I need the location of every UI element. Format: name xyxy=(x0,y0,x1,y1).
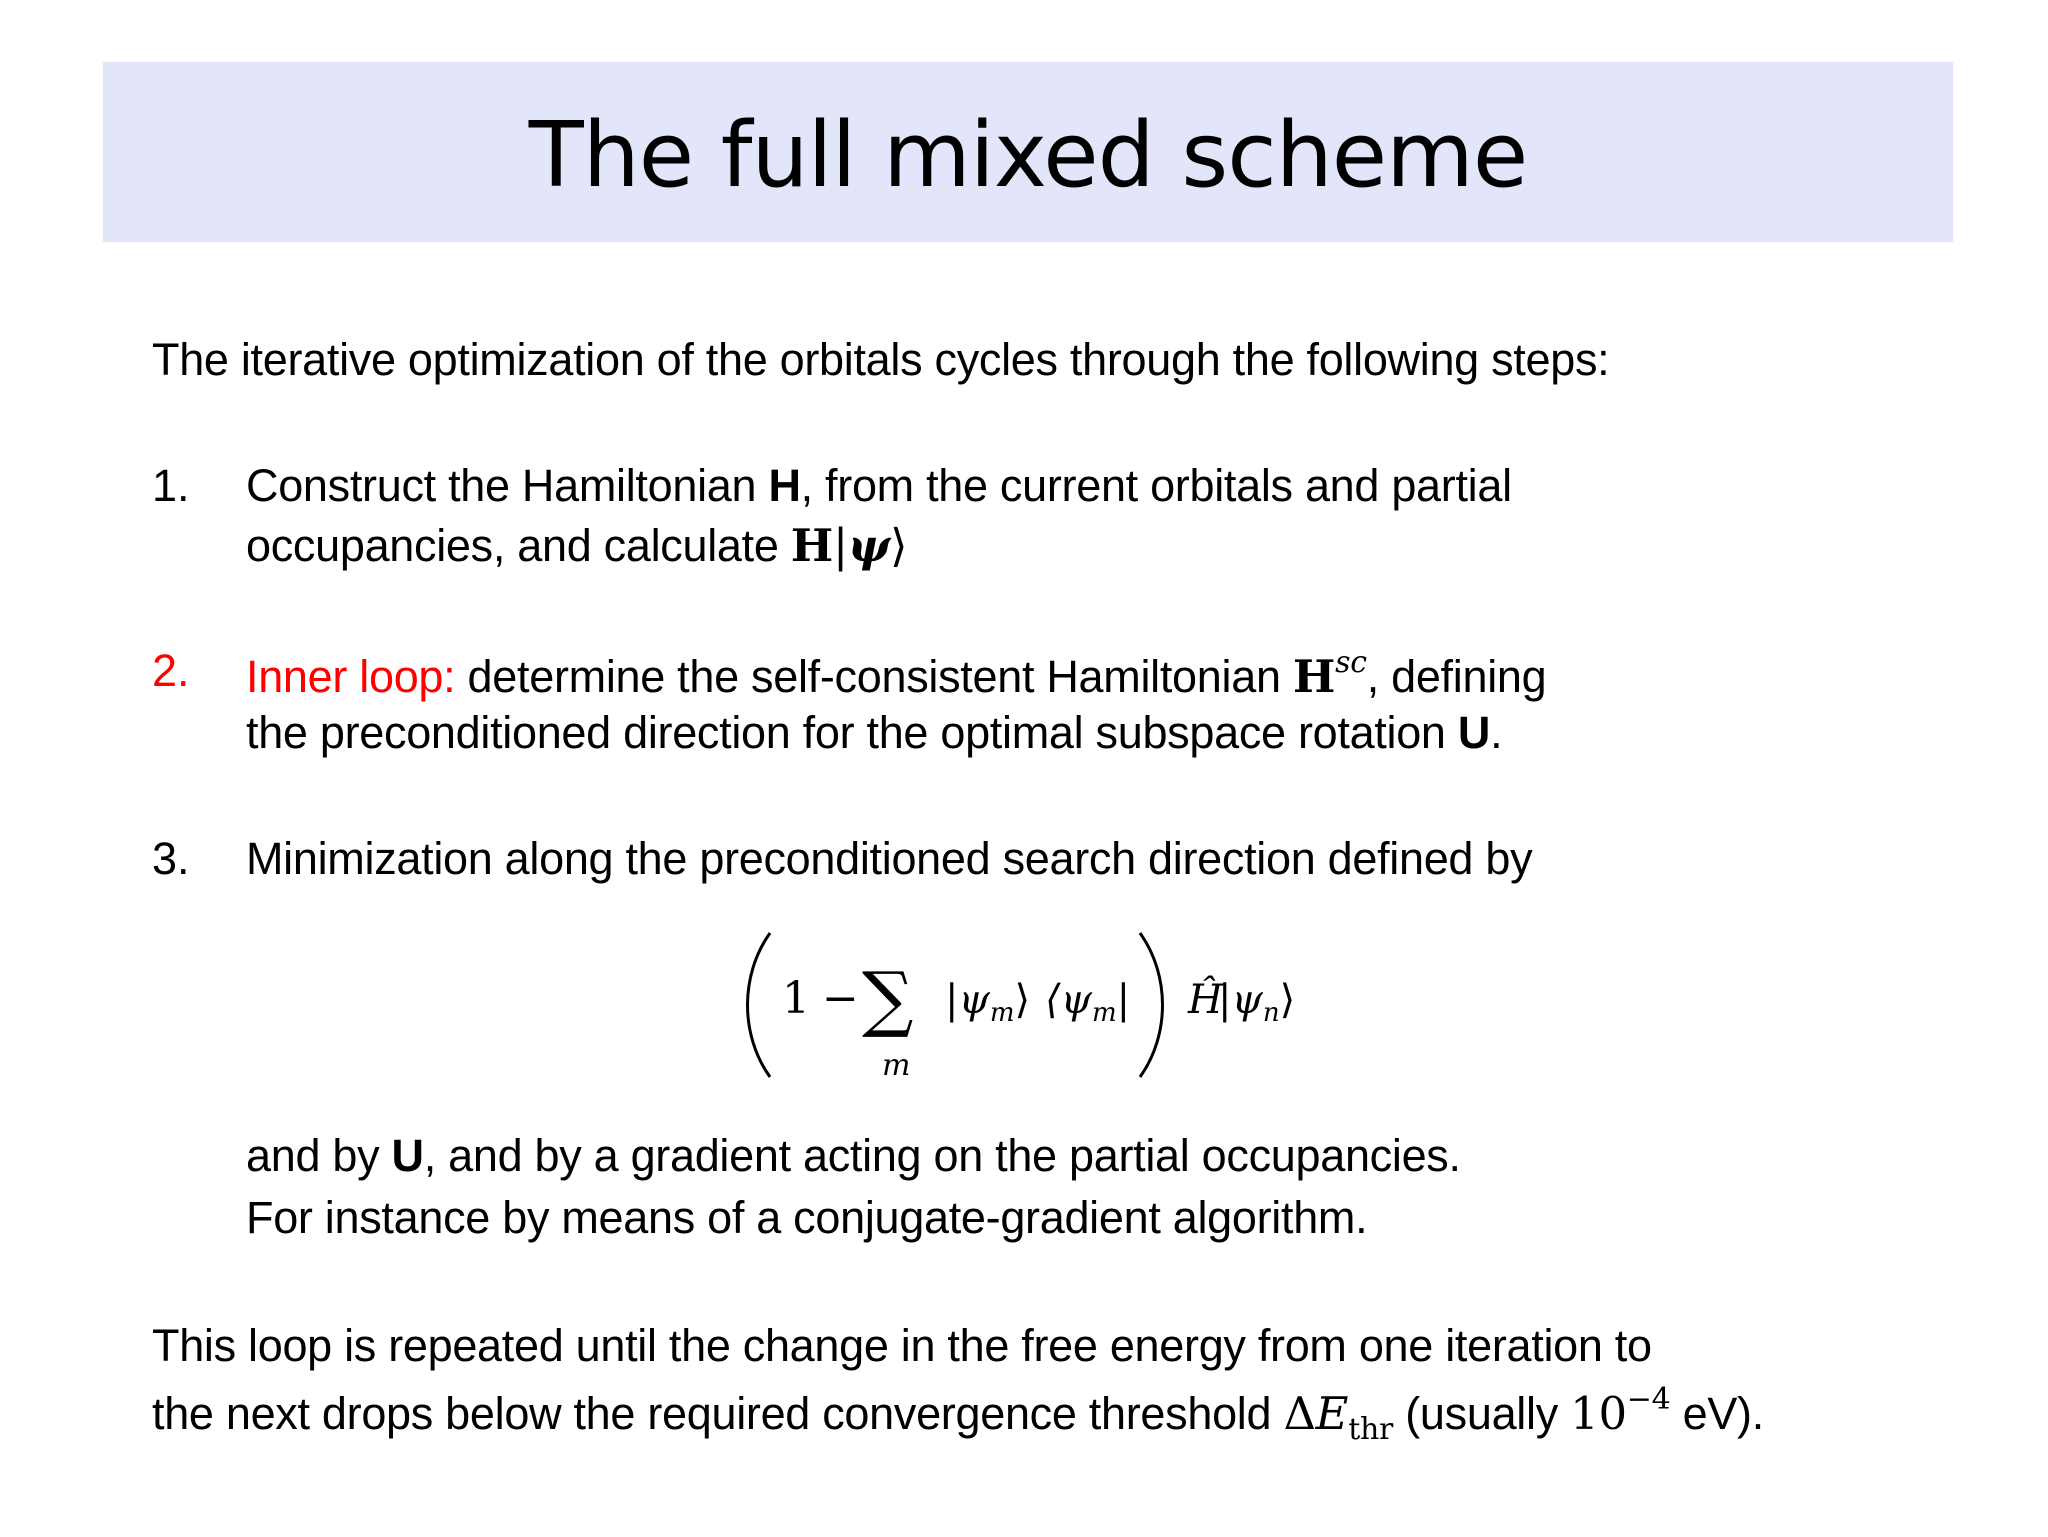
closing-line-1: This loop is repeated until the change in the free energy from one iteration to xyxy=(152,1320,1652,1371)
step-1-number: 1. xyxy=(152,460,190,511)
step-3-rotation-symbol: U xyxy=(391,1130,424,1181)
equation-right-paren xyxy=(1140,933,1163,1077)
step-2-line-2-prefix: the preconditioned direction for the optimal subspace rotation xyxy=(246,707,1458,758)
step-2-line-1-text: determine the self-consistent Hamiltonian xyxy=(455,651,1293,702)
title-banner xyxy=(103,62,1953,242)
step-1-math-psi: ψ xyxy=(847,519,890,572)
step-1-math-H: H xyxy=(790,519,833,572)
equation-left-paren xyxy=(748,933,771,1077)
closing-unit: eV). xyxy=(1670,1388,1764,1439)
closing-paren-open: (usually xyxy=(1393,1388,1571,1439)
closing-ten: 10 xyxy=(1570,1387,1627,1440)
step-2-line-2-suffix: . xyxy=(1490,707,1503,758)
step-3-after-line-2: For instance by means of a conjugate-gradient algorithm. xyxy=(246,1192,1368,1243)
step-1-math-ket: ⟩ xyxy=(889,519,908,572)
step-1-line-1 xyxy=(246,460,1512,511)
intro-text: The iterative optimization of the orbitals cycles through the following steps: xyxy=(152,334,1610,385)
step-2-line-2 xyxy=(246,707,1503,758)
equation-H-hat: Ĥ xyxy=(1188,977,1223,1023)
step-3-number: 3. xyxy=(152,833,190,884)
step-2-inner-loop-label: Inner loop: xyxy=(246,651,456,702)
closing-exponent: −4 xyxy=(1626,1382,1671,1417)
equation-sum-index: m xyxy=(882,1048,911,1083)
step-3-after-suffix: , and by a gradient acting on the partial occupancies. xyxy=(423,1130,1461,1181)
step-2-line-1 xyxy=(246,645,1547,703)
equation-minus: − xyxy=(822,973,859,1024)
step-2-math-H: H xyxy=(1292,650,1336,703)
equation-bra-m: $⟨\psi_m|$ xyxy=(1045,977,1131,1028)
closing-energy-E: E xyxy=(1315,1387,1349,1440)
step-1-line-1-suffix: , from the current orbitals and partial xyxy=(800,460,1512,511)
step-2-line-1-suffix: , defining xyxy=(1366,651,1547,702)
closing-energy-sub: thr xyxy=(1348,1412,1394,1447)
step-1-math-bar: | xyxy=(832,519,848,572)
step-2-math-sc: sc xyxy=(1335,645,1367,680)
equation-one: 1 xyxy=(782,973,810,1024)
projector-equation xyxy=(740,925,1320,1085)
step-3-after-prefix: and by xyxy=(246,1130,392,1181)
equation-ket-n: $|\psi_n⟩$ xyxy=(1218,977,1296,1028)
step-1-line-2-prefix: occupancies, and calculate xyxy=(246,520,791,571)
equation-sum: ∑ xyxy=(862,956,914,1040)
slide-title: The full mixed scheme xyxy=(528,103,1528,208)
closing-delta: Δ xyxy=(1283,1387,1316,1440)
step-3-line-1: Minimization along the preconditioned search direction defined by xyxy=(246,833,1533,884)
step-2-rotation-symbol: U xyxy=(1457,707,1491,758)
step-1-line-1-prefix: Construct the Hamiltonian xyxy=(246,460,769,511)
equation-ket-m: $|\psi_m⟩$ xyxy=(945,977,1031,1028)
step-2-number: 2. xyxy=(152,645,190,696)
step-1-hamiltonian-symbol: H xyxy=(768,460,801,511)
step-3-after-line-1 xyxy=(246,1130,1461,1181)
closing-line-2-prefix: the next drops below the required convergence threshold xyxy=(152,1388,1284,1439)
step-1-line-2 xyxy=(246,519,908,572)
closing-line-2 xyxy=(152,1382,1764,1447)
